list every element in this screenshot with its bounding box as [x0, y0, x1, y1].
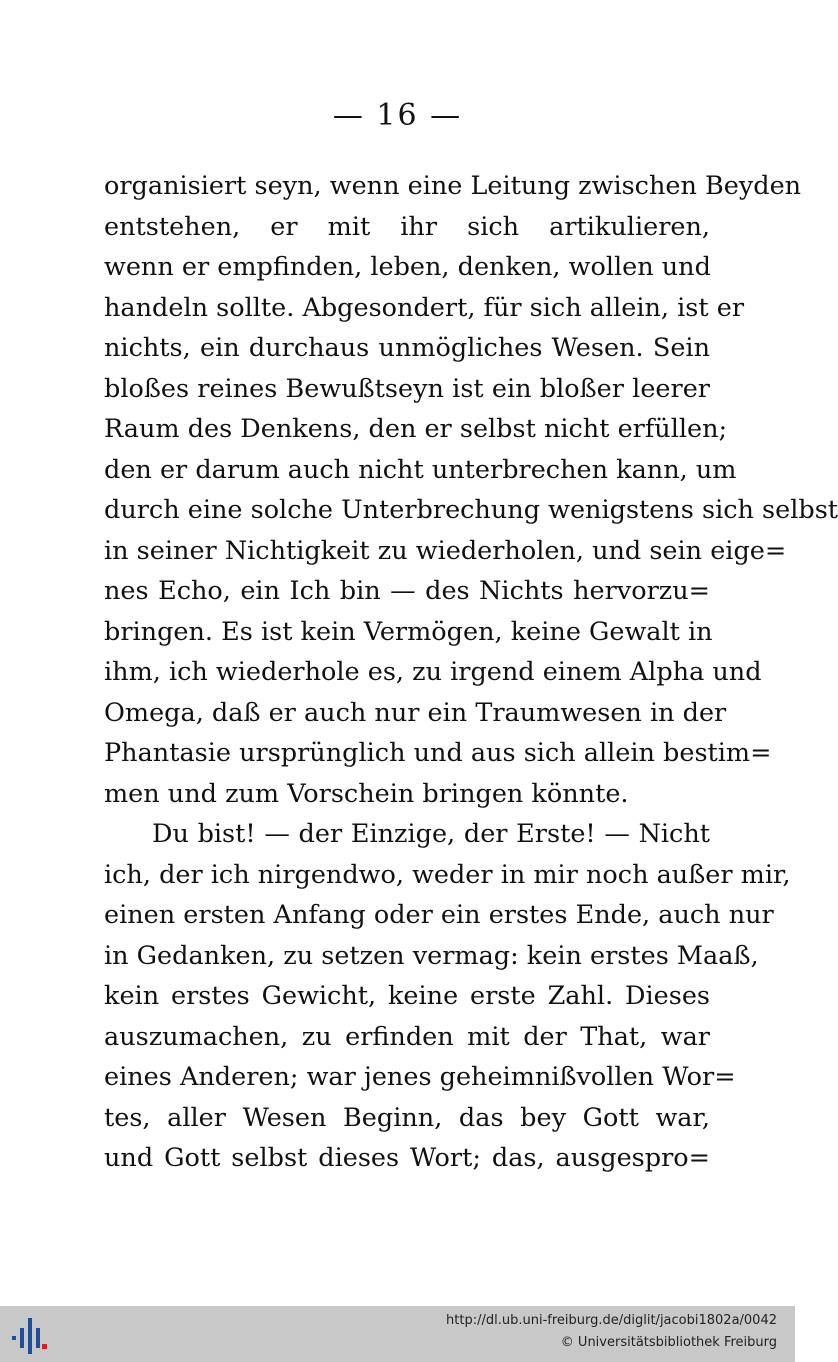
text-line: Raum des Denkens, den er selbst nicht erfüllen;	[104, 414, 728, 444]
copyright-notice: © Universitätsbibliothek Freiburg	[560, 1335, 777, 1350]
viewer-footer	[0, 1306, 795, 1362]
text-line: kein erstes Gewicht, keine erste Zahl. Dieses	[104, 981, 710, 1011]
text-line: nichts, ein durchaus unmögliches Wesen. Sein	[104, 333, 710, 363]
text-line: bringen. Es ist kein Vermögen, keine Gewalt in	[104, 616, 713, 647]
text-line: Omega, daß er auch nur ein Traumwesen in der	[104, 697, 727, 728]
text-line: bloßes reines Bewußtseyn ist ein bloßer leerer	[104, 373, 710, 404]
text-line: durch eine solche Unterbrechung wenigstens sich selbst	[104, 495, 838, 525]
text-line: men und zum Vorschein bringen könnte.	[104, 778, 629, 809]
permalink-url[interactable]: http://dl.ub.uni-freiburg.de/diglit/jacobi1802a/0042	[446, 1313, 777, 1328]
text-line: Du bist! — der Einzige, der Erste! — Nicht	[152, 819, 710, 849]
text-line: wenn er empfinden, leben, denken, wollen und	[104, 252, 711, 282]
text-line: Phantasie ursprünglich und aus sich allein bestim=	[104, 738, 772, 768]
text-line: einen ersten Anfang oder ein erstes Ende, auch nur	[104, 900, 774, 930]
text-line: in Gedanken, zu setzen vermag: kein erstes Maaß,	[104, 940, 759, 971]
text-line: in seiner Nichtigkeit zu wiederholen, und sein eige=	[104, 535, 787, 566]
text-line: auszumachen, zu erfinden mit der That, war	[104, 1021, 710, 1052]
text-line: ich, der ich nirgendwo, weder in mir noch außer mir,	[104, 859, 791, 890]
text-line: ihm, ich wiederhole es, zu irgend einem Alpha und	[104, 657, 762, 687]
text-line: und Gott selbst dieses Wort; das, ausgespro=	[104, 1143, 710, 1173]
text-line: nes Echo, ein Ich bin — des Nichts hervorzu=	[104, 576, 710, 606]
text-line: handeln sollte. Abgesondert, für sich allein, ist er	[104, 292, 745, 323]
page-text	[104, 166, 838, 1179]
ub-freiburg-logo-icon[interactable]	[8, 1314, 48, 1356]
text-line: organisiert seyn, wenn eine Leitung zwischen Beyden	[104, 171, 802, 201]
text-line: entstehen, er mit ihr sich artikulieren,	[104, 211, 710, 242]
text-line: eines Anderen; war jenes geheimnißvollen Wor=	[104, 1062, 736, 1092]
text-line: den er darum auch nicht unterbrechen kann, um	[104, 454, 737, 485]
text-line: tes, aller Wesen Beginn, das bey Gott war,	[104, 1102, 710, 1133]
page-number: — 16 —	[332, 98, 463, 133]
